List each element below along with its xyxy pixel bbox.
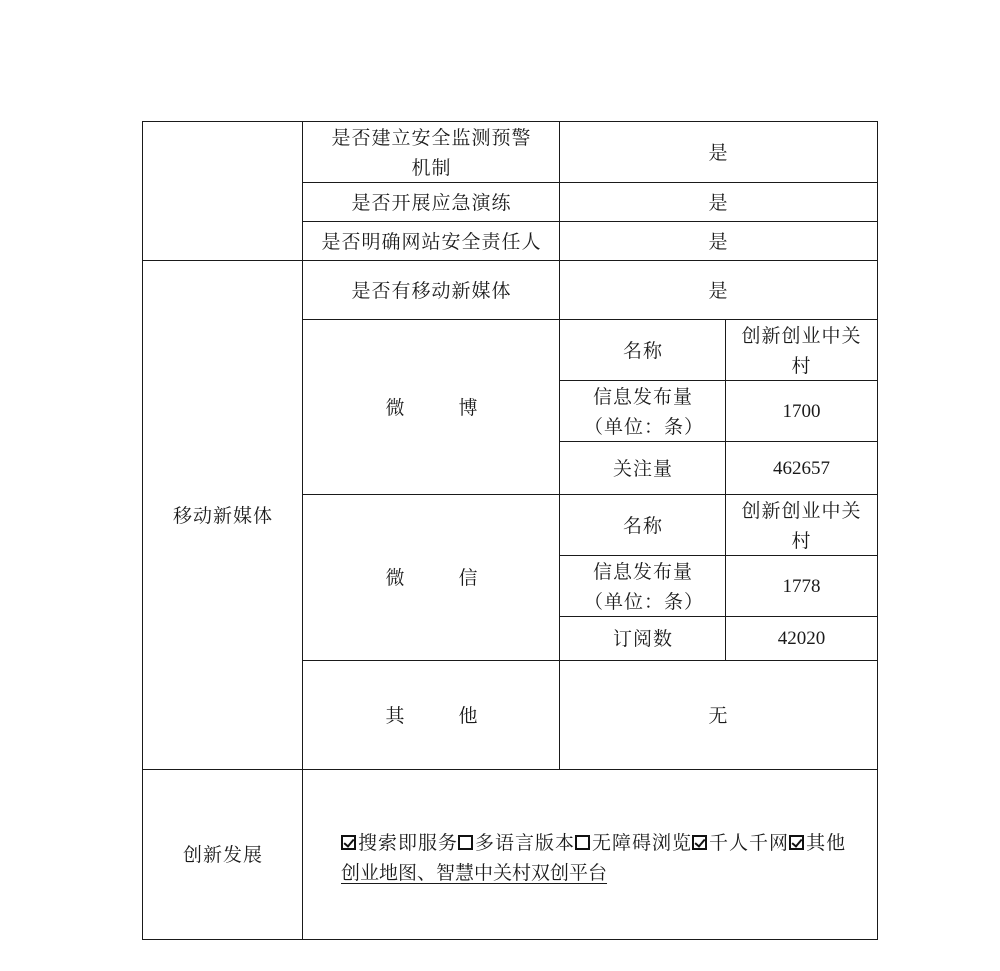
mobile-section-label-text: 移动新媒体	[172, 504, 273, 527]
option-label: 千人千网	[709, 832, 790, 854]
option-label: 多语言版本	[475, 832, 576, 854]
weibo-followers-value-text: 462657	[773, 457, 830, 479]
owner-value-text: 是	[708, 230, 729, 253]
checkbox-empty-icon[interactable]	[458, 835, 473, 850]
option-label: 其他	[806, 832, 847, 854]
wechat-posts-label	[559, 555, 727, 618]
wechat-subscribers-value	[725, 616, 878, 662]
option-label: 无障碍浏览	[592, 832, 693, 854]
other-media-value-text: 无	[708, 704, 729, 727]
owner-label	[302, 221, 561, 262]
weibo-followers-value	[725, 441, 878, 496]
weibo-name-value	[725, 319, 878, 382]
weibo-name-value-text: 创新创业中关村	[741, 324, 862, 377]
wechat-posts-value-text: 1778	[782, 575, 821, 597]
wechat-name-label	[559, 494, 727, 557]
checkbox-empty-icon[interactable]	[575, 835, 590, 850]
wechat-name-label-text: 名称	[622, 514, 663, 537]
wechat-posts-label-text: 信息发布量（单位：条）	[584, 560, 705, 613]
weibo-followers-label-text: 关注量	[612, 457, 673, 480]
has-mobile-value-text: 是	[708, 279, 729, 302]
monitoring-label-text: 是否建立安全监测预警机制	[331, 126, 532, 179]
owner-label-text: 是否明确网站安全责任人	[321, 230, 542, 253]
option-search-as-service[interactable]	[341, 832, 458, 854]
weibo-posts-label-text: 信息发布量（单位：条）	[584, 385, 705, 438]
other-media-value	[559, 660, 878, 771]
has-mobile-value	[559, 260, 878, 321]
has-mobile-label-text: 是否有移动新媒体	[351, 279, 512, 302]
drill-value	[559, 182, 878, 223]
innovation-options-line	[341, 828, 846, 858]
wechat-posts-value	[725, 555, 878, 618]
weibo-posts-value-text: 1700	[782, 400, 821, 422]
other-media-label	[302, 660, 561, 771]
drill-value-text: 是	[708, 191, 729, 214]
owner-value	[559, 221, 878, 262]
innovation-section-label	[142, 769, 304, 940]
security-section-cell	[142, 121, 304, 262]
wechat-subscribers-label	[559, 616, 727, 662]
weibo-followers-label	[559, 441, 727, 496]
weibo-label-text: 微 博	[385, 396, 502, 419]
innovation-section-label-text: 创新发展	[182, 843, 263, 866]
option-other[interactable]	[789, 832, 846, 854]
option-personalized[interactable]	[692, 832, 789, 854]
weibo-name-label-text: 名称	[622, 339, 663, 362]
monitoring-value-text: 是	[708, 141, 729, 164]
innovation-options-cell	[302, 769, 878, 940]
wechat-label-text: 微 信	[385, 567, 502, 589]
option-multilingual[interactable]	[458, 832, 575, 854]
weibo-posts-value	[725, 380, 878, 443]
mobile-section-label	[142, 260, 304, 771]
option-label: 搜索即服务	[358, 832, 459, 854]
weibo-posts-label	[559, 380, 727, 443]
drill-label	[302, 182, 561, 223]
wechat-subscribers-label-text: 订阅数	[612, 628, 673, 650]
other-media-label-text: 其 他	[385, 704, 502, 727]
monitoring-value	[559, 121, 878, 184]
checkbox-checked-icon[interactable]	[692, 835, 707, 850]
checkbox-checked-icon[interactable]	[789, 835, 804, 850]
wechat-subscribers-value-text: 42020	[777, 628, 826, 649]
checkbox-checked-icon[interactable]	[341, 835, 356, 850]
has-mobile-label	[302, 260, 561, 321]
weibo-name-label	[559, 319, 727, 382]
innovation-other-detail: 创业地图、智慧中关村双创平台	[341, 862, 608, 884]
drill-label-text: 是否开展应急演练	[351, 191, 512, 214]
wechat-name-value	[725, 494, 878, 557]
monitoring-label	[302, 121, 561, 184]
wechat-name-value-text: 创新创业中关村	[741, 499, 862, 552]
weibo-label	[302, 319, 561, 496]
option-accessibility[interactable]	[575, 832, 692, 854]
wechat-label	[302, 494, 561, 662]
